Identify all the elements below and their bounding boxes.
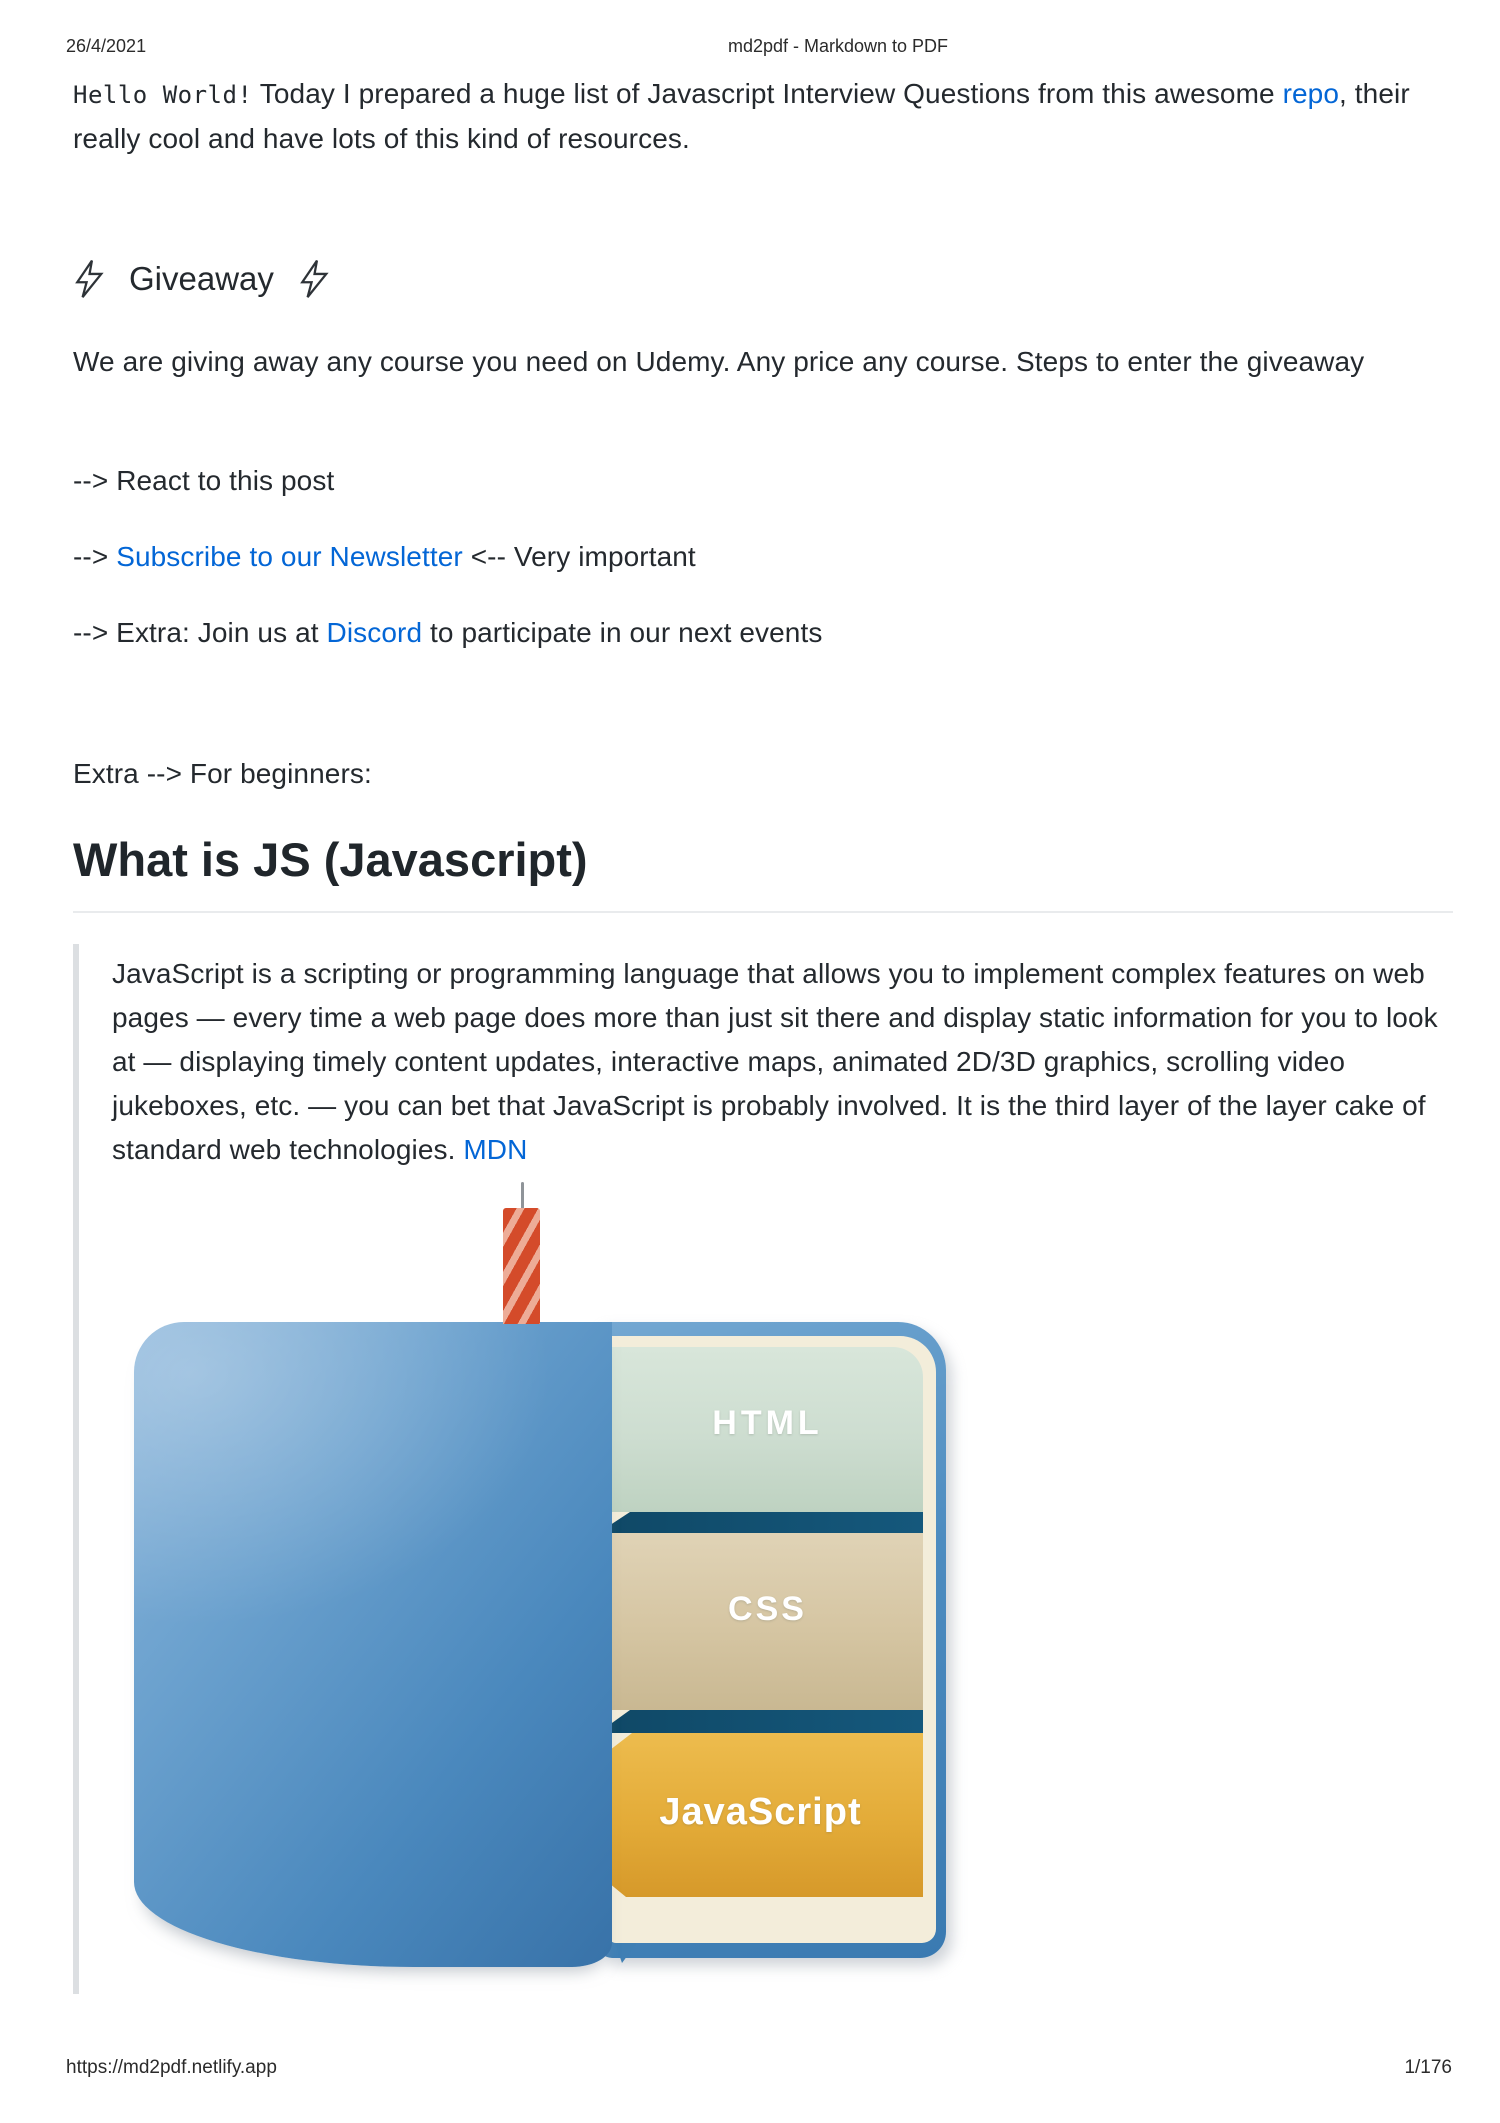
step-text: React to this post bbox=[116, 465, 335, 496]
lightning-icon bbox=[298, 258, 330, 300]
step-suffix: to participate in our next events bbox=[422, 617, 823, 648]
intro-text: Today I prepared a huge list of Javascript Interview Questions from this awesome bbox=[252, 78, 1283, 109]
footer-url: https://md2pdf.netlify.app bbox=[66, 2057, 277, 2078]
step-prefix: --> bbox=[73, 465, 117, 496]
candle-wick-icon bbox=[521, 1182, 524, 1210]
giveaway-description: We are giving away any course you need on Udemy. Any price any course. Steps to enter the giveaway bbox=[73, 346, 1365, 377]
cake-layer-separator bbox=[598, 1512, 923, 1533]
quote-text bbox=[112, 952, 1442, 1172]
quote-body: JavaScript is a scripting or programming language that allows you to implement complex features on web pages — every time a web page does more than just sit there and display static information for you to look at — displaying timely content updates, interactive maps, animated 2D/3D graphics, scrolling video jukeboxes, etc. — you can bet that JavaScript is probably involved. It is the third layer of the layer cake of standard web technologies. bbox=[112, 958, 1438, 1165]
cake-illustration bbox=[102, 1180, 962, 1980]
cake-front bbox=[134, 1322, 612, 1967]
lightning-icon bbox=[73, 258, 105, 300]
beginners-note: Extra --> For beginners: bbox=[73, 758, 372, 789]
header-date: 26/4/2021 bbox=[66, 36, 147, 56]
newsletter-link[interactable]: Subscribe to our Newsletter bbox=[116, 541, 463, 572]
giveaway-step-discord bbox=[73, 611, 1453, 655]
step-suffix: <-- Very important bbox=[462, 541, 696, 572]
giveaway-heading bbox=[73, 258, 1453, 300]
repo-link[interactable]: repo bbox=[1282, 78, 1340, 109]
mdn-link[interactable]: MDN bbox=[463, 1134, 528, 1165]
giveaway-step-react bbox=[73, 459, 1453, 503]
inline-code: Hello World! bbox=[73, 81, 253, 109]
cake-layer-separator bbox=[598, 1710, 923, 1733]
discord-link[interactable]: Discord bbox=[326, 617, 423, 648]
giveaway-step-subscribe bbox=[73, 535, 1453, 579]
header-title: md2pdf - Markdown to PDF bbox=[727, 36, 949, 56]
page-title: What is JS (Javascript) bbox=[73, 830, 1453, 913]
candle-icon bbox=[503, 1208, 540, 1324]
step-prefix: --> Extra: Join us at bbox=[73, 617, 327, 648]
cake-label-css: CSS bbox=[728, 1590, 807, 1628]
intro-paragraph bbox=[73, 72, 1453, 161]
quote-block bbox=[73, 944, 1453, 1994]
cake-label-javascript: JavaScript bbox=[659, 1791, 862, 1833]
intro-text-end: , their really cool and have lots of this kind of resources. bbox=[73, 78, 1410, 154]
step-prefix: --> bbox=[73, 541, 117, 572]
page-number: 1/176 bbox=[1404, 2057, 1452, 2078]
cake-label-html: HTML bbox=[712, 1404, 823, 1442]
giveaway-title: Giveaway bbox=[129, 260, 274, 297]
